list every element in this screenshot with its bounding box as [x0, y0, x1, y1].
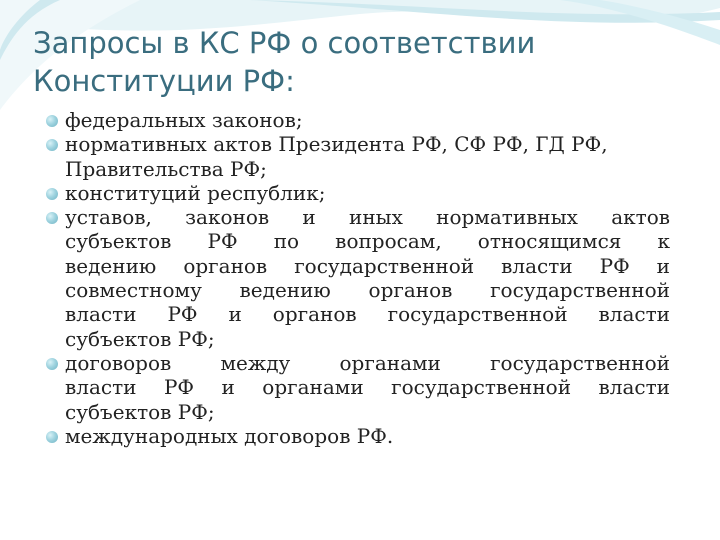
list-item-text: власти РФ и органов государственной власти: [65, 302, 670, 327]
list-item-text: субъектов РФ по вопросам, относящимся к: [65, 229, 670, 254]
list-item-text: совместному ведению органов государственной: [65, 278, 670, 303]
bullet-icon: [46, 188, 58, 200]
slide-title-line-1: Запросы в КС РФ о соответствии: [33, 26, 536, 60]
list-item-text: субъектов РФ;: [65, 399, 215, 424]
list-item: [46, 108, 670, 132]
list-item-text: власти РФ и органами государственной власти: [65, 375, 670, 400]
list-item: [46, 351, 670, 424]
bullet-icon: [46, 139, 58, 151]
list-item: [46, 181, 670, 205]
slide-title-line-2: Конституции РФ:: [33, 64, 295, 98]
list-item-text: ведению органов государственной власти РФ и: [65, 253, 670, 278]
list-item-text: федеральных законов;: [65, 108, 303, 132]
list-item-text: уставов, законов и иных нормативных актов: [65, 205, 670, 230]
list-item-text: Правительства РФ;: [65, 156, 267, 181]
list-item-text: конституций республик;: [65, 180, 326, 205]
bullet-icon: [46, 212, 58, 224]
list-item: [46, 205, 670, 351]
list-item-text: международных договоров РФ.: [65, 423, 394, 448]
list-item-text: нормативных актов Президента РФ, СФ РФ, ГД РФ,: [65, 132, 608, 157]
list-item-text: субъектов РФ;: [65, 326, 215, 351]
list-item-text: договоров между органами государственной: [65, 350, 670, 375]
bullet-icon: [46, 431, 58, 443]
list-item: [46, 424, 670, 448]
bullet-icon: [46, 358, 58, 370]
bullet-list: [46, 108, 670, 448]
bullet-icon: [46, 115, 58, 127]
slide-title: [33, 24, 693, 100]
list-item: [46, 132, 670, 181]
